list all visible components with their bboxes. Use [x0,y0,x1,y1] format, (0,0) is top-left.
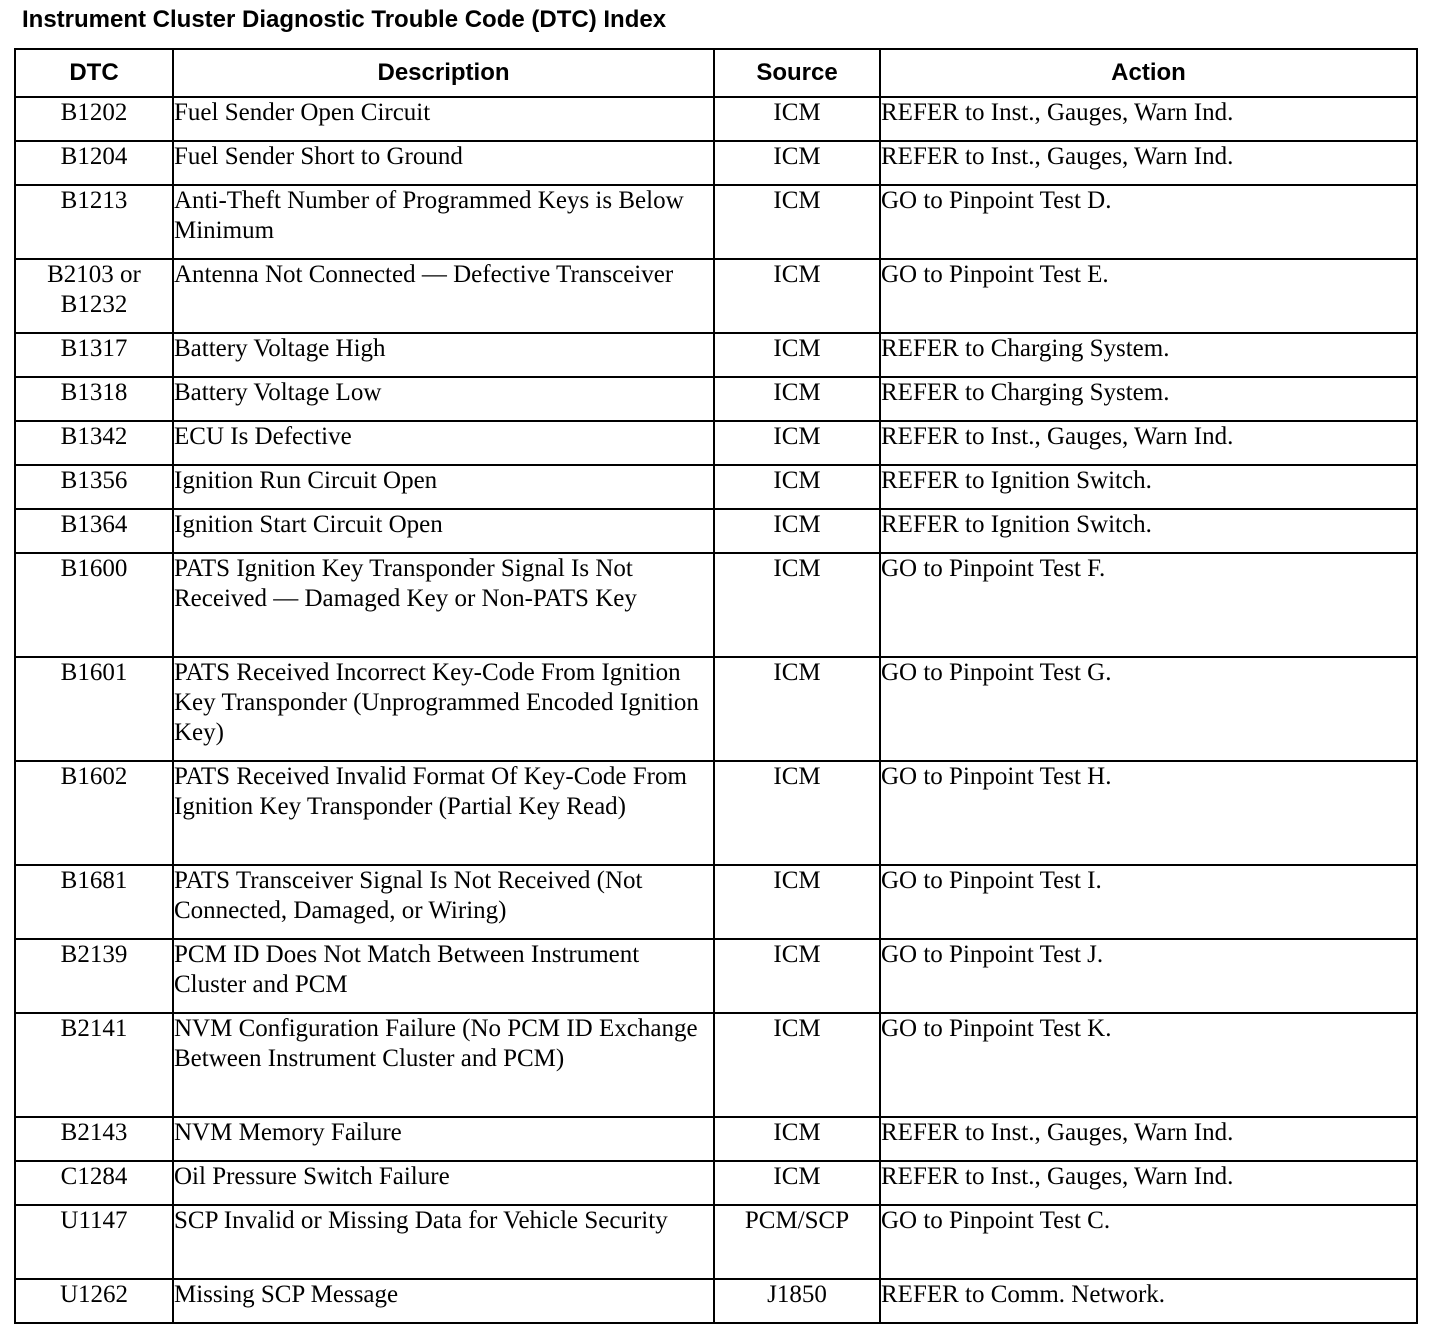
cell-description: Missing SCP Message [173,1279,714,1323]
cell-source: ICM [714,259,880,333]
table-row [15,333,1417,377]
table-row [15,97,1417,141]
cell-source: ICM [714,465,880,509]
cell-description: Ignition Run Circuit Open [173,465,714,509]
header-description: Description [173,49,714,97]
cell-dtc: B1318 [15,377,173,421]
cell-dtc: U1262 [15,1279,173,1323]
cell-description: Battery Voltage High [173,333,714,377]
cell-description: PATS Received Invalid Format Of Key-Code From Ignition Key Transponder (Partial Key Read) [173,761,714,865]
table-row [15,657,1417,761]
cell-description: Anti-Theft Number of Programmed Keys is Below Minimum [173,185,714,259]
cell-action: REFER to Ignition Switch. [880,465,1417,509]
cell-action: REFER to Ignition Switch. [880,509,1417,553]
cell-source: ICM [714,553,880,657]
cell-source: ICM [714,421,880,465]
cell-action: REFER to Inst., Gauges, Warn Ind. [880,97,1417,141]
cell-source: ICM [714,377,880,421]
cell-dtc: B1600 [15,553,173,657]
table-row [15,1205,1417,1279]
cell-description: PATS Transceiver Signal Is Not Received (Not Connected, Damaged, or Wiring) [173,865,714,939]
cell-dtc: B1364 [15,509,173,553]
cell-action: GO to Pinpoint Test D. [880,185,1417,259]
cell-dtc: B1202 [15,97,173,141]
header-source: Source [714,49,880,97]
cell-dtc: B2103 or B1232 [15,259,173,333]
cell-description: NVM Memory Failure [173,1117,714,1161]
header-dtc: DTC [15,49,173,97]
cell-dtc: B1317 [15,333,173,377]
cell-source: ICM [714,865,880,939]
cell-action: REFER to Comm. Network. [880,1279,1417,1323]
cell-description: Fuel Sender Short to Ground [173,141,714,185]
table-row [15,509,1417,553]
cell-description: ECU Is Defective [173,421,714,465]
cell-dtc: B1681 [15,865,173,939]
table-row [15,465,1417,509]
cell-source: ICM [714,761,880,865]
cell-action: REFER to Inst., Gauges, Warn Ind. [880,421,1417,465]
cell-description: NVM Configuration Failure (No PCM ID Exchange Between Instrument Cluster and PCM) [173,1013,714,1117]
cell-dtc: C1284 [15,1161,173,1205]
page-title: Instrument Cluster Diagnostic Trouble Code (DTC) Index [22,6,667,33]
cell-dtc: B2141 [15,1013,173,1117]
cell-action: REFER to Charging System. [880,377,1417,421]
table-row [15,1279,1417,1323]
cell-dtc: B2143 [15,1117,173,1161]
cell-action: GO to Pinpoint Test C. [880,1205,1417,1279]
cell-source: ICM [714,97,880,141]
cell-action: GO to Pinpoint Test G. [880,657,1417,761]
cell-action: GO to Pinpoint Test J. [880,939,1417,1013]
cell-source: ICM [714,333,880,377]
cell-description: Ignition Start Circuit Open [173,509,714,553]
cell-action: REFER to Inst., Gauges, Warn Ind. [880,141,1417,185]
cell-dtc: B1602 [15,761,173,865]
table-row [15,553,1417,657]
table-row [15,141,1417,185]
cell-description: Oil Pressure Switch Failure [173,1161,714,1205]
cell-dtc: B1342 [15,421,173,465]
cell-dtc: U1147 [15,1205,173,1279]
cell-action: GO to Pinpoint Test K. [880,1013,1417,1117]
cell-description: Antenna Not Connected — Defective Transceiver [173,259,714,333]
table-row [15,185,1417,259]
cell-source: ICM [714,185,880,259]
cell-description: PATS Ignition Key Transponder Signal Is Not Received — Damaged Key or Non-PATS Key [173,553,714,657]
cell-source: ICM [714,939,880,1013]
cell-dtc: B2139 [15,939,173,1013]
table-row [15,377,1417,421]
table-body [15,97,1417,1323]
cell-description: SCP Invalid or Missing Data for Vehicle Security [173,1205,714,1279]
table-row [15,761,1417,865]
cell-source: ICM [714,509,880,553]
cell-dtc: B1204 [15,141,173,185]
cell-description: PCM ID Does Not Match Between Instrument Cluster and PCM [173,939,714,1013]
dtc-index-table [14,48,1418,1324]
cell-dtc: B1213 [15,185,173,259]
table-row [15,1117,1417,1161]
table-row [15,865,1417,939]
table-row [15,1013,1417,1117]
cell-source: ICM [714,1013,880,1117]
cell-dtc: B1356 [15,465,173,509]
cell-action: GO to Pinpoint Test I. [880,865,1417,939]
cell-source: PCM/SCP [714,1205,880,1279]
header-row [15,49,1417,97]
table-row [15,421,1417,465]
cell-dtc: B1601 [15,657,173,761]
cell-action: GO to Pinpoint Test E. [880,259,1417,333]
cell-source: J1850 [714,1279,880,1323]
cell-source: ICM [714,141,880,185]
header-action: Action [880,49,1417,97]
cell-description: PATS Received Incorrect Key-Code From Ignition Key Transponder (Unprogrammed Encoded Ignition Key) [173,657,714,761]
cell-source: ICM [714,657,880,761]
cell-action: REFER to Inst., Gauges, Warn Ind. [880,1117,1417,1161]
cell-source: ICM [714,1161,880,1205]
cell-action: GO to Pinpoint Test H. [880,761,1417,865]
cell-action: REFER to Inst., Gauges, Warn Ind. [880,1161,1417,1205]
cell-description: Battery Voltage Low [173,377,714,421]
cell-description: Fuel Sender Open Circuit [173,97,714,141]
cell-action: REFER to Charging System. [880,333,1417,377]
table-row [15,259,1417,333]
table-row [15,939,1417,1013]
cell-action: GO to Pinpoint Test F. [880,553,1417,657]
table-row [15,1161,1417,1205]
cell-source: ICM [714,1117,880,1161]
